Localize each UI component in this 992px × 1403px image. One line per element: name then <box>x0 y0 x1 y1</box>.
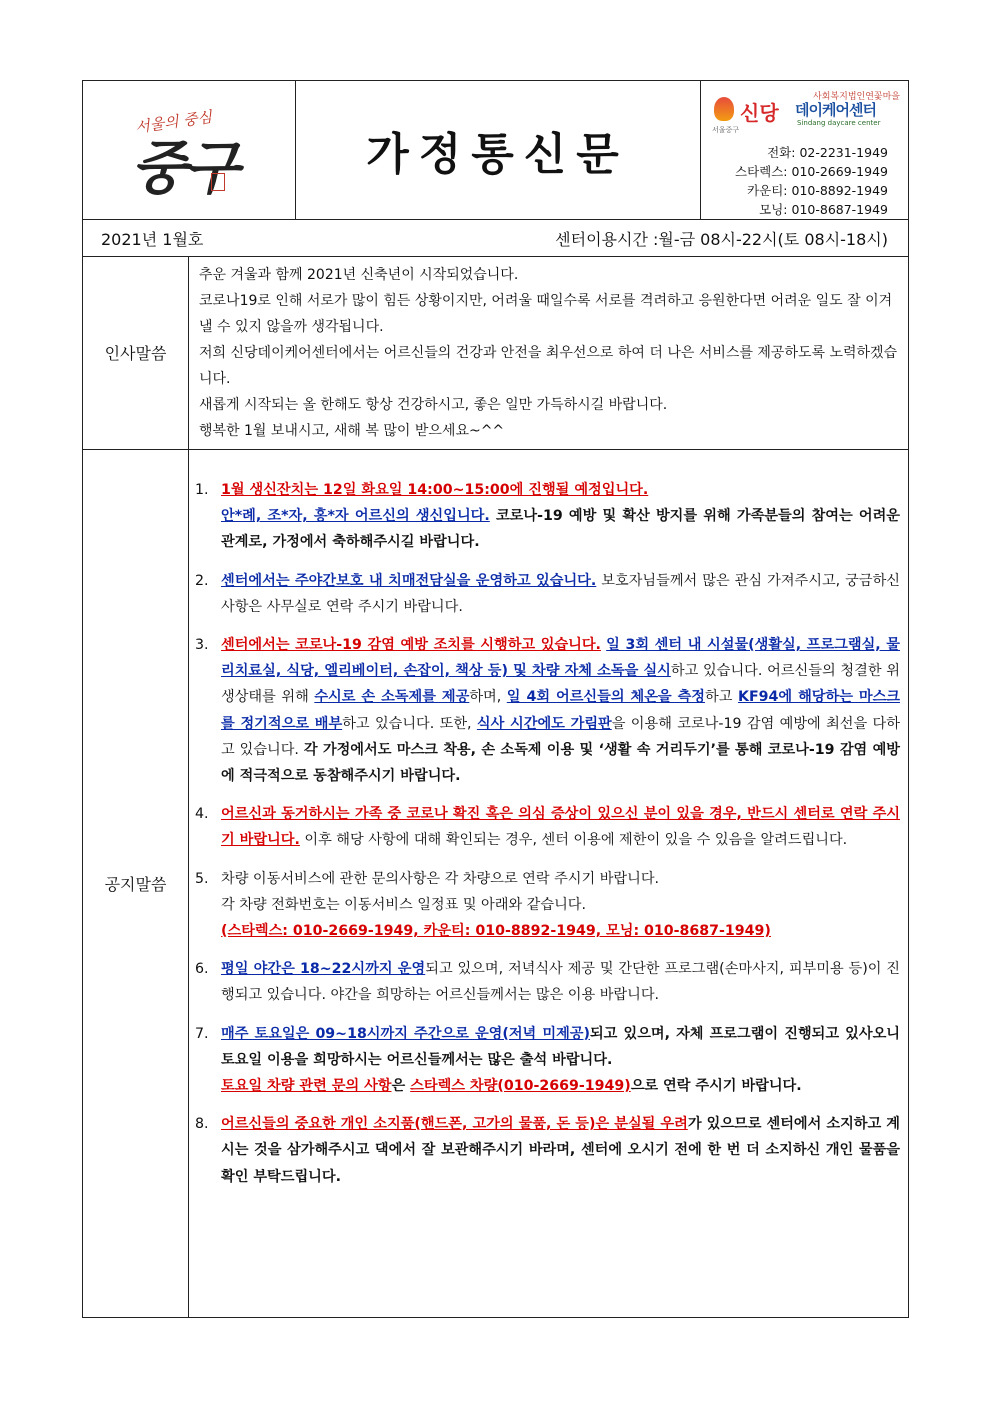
covid-notice: 센터에서는 코로나-19 감염 예방 조치를 시행하고 있습니다. <box>221 637 601 654</box>
saturday-vehicle-note: 토요일 차량 관련 문의 사항 <box>221 1078 392 1095</box>
notice-label: 공지말씀 <box>83 449 189 1317</box>
item-number: 2. <box>195 572 209 589</box>
item-number: 7. <box>195 1025 209 1042</box>
starex-number: 스타렉스 차량(010-2669-1949) <box>410 1078 631 1095</box>
notice-item-7 <box>195 1021 900 1100</box>
temperature-note: 일 4회 어르신들의 체온을 측정 <box>506 689 706 706</box>
greeting-text <box>199 262 900 444</box>
notice-item-8 <box>195 1111 900 1190</box>
org-parent: 사회복지법인연꽃마을 <box>813 92 900 102</box>
item-text: 이후 해당 사항에 대해 확인되는 경우, 센터 이용에 제한이 있을 수 있음을 알려드립니다. <box>299 832 848 849</box>
item-text: 코로나-19 예방 및 확산 방지를 위해 가족분들의 참여는 어려운 관계로, 가정에서 축하해주시길 바랍니다. <box>221 508 901 551</box>
newsletter-frame <box>82 80 909 1318</box>
item-text: 되고 있으며, 자체 프로그램이 진행되고 있사오니 토요일 이용을 희망하시는 어르신들께서는 많은 출석 바랍니다. <box>221 1025 900 1068</box>
contact-morning: 모닝: 010-8687-1949 <box>759 202 888 217</box>
greeting-line: 행복한 1월 보내시고, 새해 복 많이 받으세요~^^ <box>199 423 505 439</box>
center-logo-icon <box>714 97 734 121</box>
notice-item-1 <box>195 477 900 556</box>
notice-item-4 <box>195 801 900 853</box>
mask-note: KF94에 해당하는 마스크를 정기적으로 배부 <box>221 689 901 732</box>
seal-icon <box>211 173 225 191</box>
notice-item-2 <box>195 568 900 620</box>
header <box>83 81 908 220</box>
item-text: 차량 이동서비스에 관한 문의사항은 각 차량으로 연락 주시기 바랍니다. <box>221 870 660 887</box>
birthday-names: 안*례, 조*자, 홍*자 어르신의 생신입니다. <box>221 508 490 525</box>
sanitizer-note: 수시로 손 소독제를 제공 <box>314 689 470 706</box>
greeting-section <box>83 256 908 450</box>
notice-item-3 <box>195 632 900 789</box>
center-info <box>700 81 908 219</box>
partition-note: 식사 시간에도 가림판 <box>476 715 612 732</box>
item-number: 4. <box>195 806 209 823</box>
item-text: 을 이용해 코로나-19 감염 예방에 최선을 다하고 있습니다. <box>221 715 900 758</box>
household-note: 각 가정에서도 마스크 착용, 손 소독제 이용 및 ‘생활 속 거리두기’를 통해 코로나-19 감염 예방에 적극적으로 동참해주시기 바랍니다. <box>221 741 900 785</box>
notice-item-5 <box>195 866 900 945</box>
item-text: 은 <box>391 1078 411 1095</box>
item-text: 으로 연락 주시기 바랍니다. <box>630 1078 802 1095</box>
item-number: 5. <box>195 870 209 887</box>
item-text: 각 차량 전화번호는 이동서비스 일정표 및 아래와 같습니다. <box>221 896 587 913</box>
item-number: 3. <box>195 637 209 654</box>
notice-item-6 <box>195 956 900 1008</box>
issue-label: 2021년 1월호 <box>101 230 204 249</box>
dementia-notice: 센터에서는 주야간보호 내 치매전담실을 운영하고 있습니다. <box>221 572 597 589</box>
info-row <box>83 219 908 257</box>
logo-slogan: 서울의 중심 <box>134 107 214 137</box>
contact-starex: 스타렉스: 010-2669-1949 <box>735 164 888 179</box>
org-name: 신당 <box>740 101 779 125</box>
item-number: 8. <box>195 1116 209 1133</box>
contact-county: 카운티: 010-8892-1949 <box>747 183 888 198</box>
item-text: 보호자님들께서 많은 관심 가져주시고, 궁금하신 사항은 사무실로 연락 주시기 바랍니다. <box>221 572 900 615</box>
night-hours-note: 평일 야간은 18~22시까지 운영 <box>221 961 426 978</box>
item-number: 1. <box>195 482 209 498</box>
org-name-suffix: 데이케어센터 <box>795 101 876 119</box>
item-text: 하고 있습니다. 어르신들의 청결한 위생상태를 위해 <box>221 663 900 706</box>
birthday-notice: 1월 생신잔치는 12일 화요일 14:00~15:00에 진행될 예정입니다. <box>221 482 649 498</box>
greeting-line: 저희 신당데이케어센터에서는 어르신들의 건강과 안전을 최우선으로 하여 더 나은 서비스를 제공하도록 노력하겠습니다. <box>199 345 898 387</box>
district-logo <box>83 81 296 219</box>
item-text: 되고 있으며, 저녁식사 제공 및 간단한 프로그램(손마사지, 피부미용 등)이 진행되고 있습니다. 야간을 희망하는 어르신들께서는 많은 이용 바랍니다. <box>221 961 900 1004</box>
item-text: 하고 <box>705 689 738 706</box>
greeting-line: 추운 겨울과 함께 2021년 신축년이 시작되었습니다. <box>199 267 519 283</box>
item-text: 하며, <box>469 689 507 706</box>
page-title: 가정통신문 <box>366 129 629 180</box>
contact-list <box>735 143 888 219</box>
greeting-line: 새롭게 시작되는 올 한해도 항상 건강하시고, 좋은 일만 가득하시길 바랍니다. <box>199 397 668 413</box>
greeting-line: 코로나19로 인해 서로가 많이 힘든 상황이지만, 어려울 때일수록 서로를 격려하고 응원한다면 어려운 일도 잘 이겨낼 수 있지 않을까 생각됩니다. <box>199 293 893 335</box>
notice-section <box>83 449 908 1317</box>
item-text: 하고 있습니다. 또한, <box>342 715 477 732</box>
item-text: 가 있으므로 센터에서 소지하고 계시는 것을 삼가해주시고 댁에서 잘 보관해주시기 바라며, 센터에 오시기 전에 한 번 더 소지하신 개인 물품을 확인 부탁드립니다. <box>221 1116 900 1185</box>
contact-center-notice: 어르신과 동거하시는 가족 중 코로나 확진 혹은 의심 증상이 있으신 분이 있을 경우, 반드시 센터로 연락 주시기 바랍니다. <box>221 806 900 849</box>
logo-text: 중구 <box>131 134 236 202</box>
contact-phone: 전화: 02-2231-1949 <box>767 145 888 160</box>
item-number: 6. <box>195 961 209 978</box>
greeting-label: 인사말씀 <box>83 256 189 449</box>
notice-list <box>195 477 900 1202</box>
saturday-hours-note: 매주 토요일은 09~18시까지 주간으로 운영(저녁 미제공) <box>221 1025 590 1042</box>
title-cell <box>295 81 701 219</box>
disinfection-note: 일 3회 센터 내 시설물(생활실, 프로그램실, 물리치료실, 식당, 엘리베이터, 손잡이, 책상 등) 및 차량 자체 소독을 실시 <box>221 637 900 680</box>
vehicle-numbers: (스타렉스: 010-2669-1949, 카운티: 010-8892-1949, 모닝: 010-8687-1949) <box>221 923 771 940</box>
hours-label: 센터이용시간 :월-금 08시-22시(토 08시-18시) <box>555 230 888 249</box>
org-region: 서울중구 <box>712 126 740 134</box>
org-english: Sindang daycare center <box>797 119 881 127</box>
belongings-note: 어르신들의 중요한 개인 소지품(핸드폰, 고가의 물품, 돈 등)은 분실될 우려 <box>221 1116 688 1133</box>
